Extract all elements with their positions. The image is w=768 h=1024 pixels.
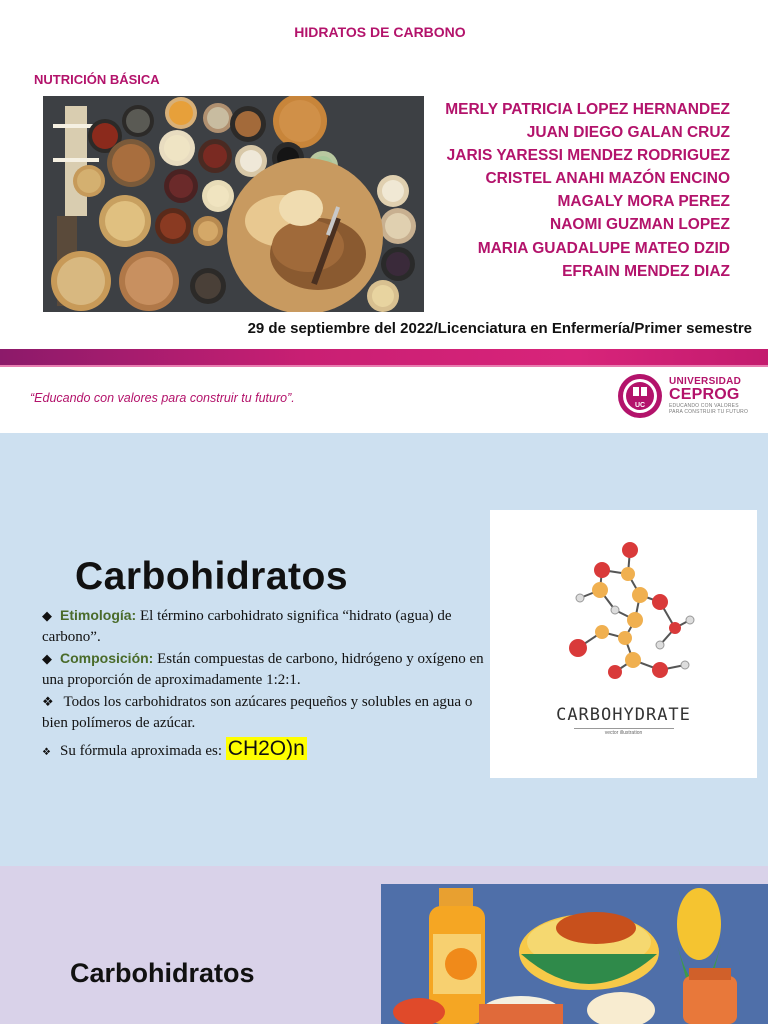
bullet-keyword: Etimología: xyxy=(60,607,137,623)
carbohydrate-illustration xyxy=(490,510,757,778)
author-name: MAGALY MORA PEREZ xyxy=(557,193,730,211)
ornate-diamond-bullet-icon: ❖ xyxy=(42,747,51,758)
bullet-item-formula xyxy=(34,738,489,763)
formula-label: Su fórmula aproximada es: xyxy=(60,743,226,759)
divider-accent xyxy=(0,365,768,367)
date-line: 29 de septiembre del 2022/Licenciatura en Enfermería/Primer semestre xyxy=(247,320,752,337)
bullet-item xyxy=(34,605,489,648)
slide-carbohidratos-foods xyxy=(0,866,768,1024)
motto: “Educando con valores para construir tu futuro”. xyxy=(30,391,295,405)
university-seal-icon xyxy=(617,373,663,419)
caption-divider xyxy=(574,728,674,729)
bullet-text: Todos los carbohidratos son azúcares pequeños y solubles en agua o bien polímeros de azúcar. xyxy=(42,694,473,731)
molecule-icon xyxy=(490,510,757,700)
illustration-caption: CARBOHYDRATE xyxy=(556,705,691,725)
author-name: MARIA GUADALUPE MATEO DZID xyxy=(477,239,730,257)
food-collage-illustration xyxy=(381,884,768,1024)
author-name: JUAN DIEGO GALAN CRUZ xyxy=(526,124,730,142)
author-name: CRISTEL ANAHI MAZÓN ENCINO xyxy=(485,170,730,188)
bullet-item xyxy=(34,648,489,691)
slide-title: HIDRATOS DE CARBONO xyxy=(294,24,466,40)
diamond-bullet-icon: ◆ xyxy=(42,651,52,666)
bullet-item xyxy=(34,691,489,734)
author-name: NAOMI GUZMAN LOPEZ xyxy=(550,216,730,234)
grains-legumes-bread-photo xyxy=(43,96,424,312)
author-list xyxy=(445,98,730,283)
svg-text:UC: UC xyxy=(634,402,646,409)
slide-heading: Carbohidratos xyxy=(70,958,255,988)
logo-tagline: EDUCANDO CON VALORES PARA CONSTRUIR TU FUTURO xyxy=(669,403,749,415)
slide-cover xyxy=(0,0,768,433)
ornate-diamond-bullet-icon: ❖ xyxy=(42,694,54,709)
illustration-subcaption: vector illustration xyxy=(604,730,643,736)
author-name: JARIS YARESSI MENDEZ RODRIGUEZ xyxy=(446,147,730,165)
bullet-text: El término carbohidrato significa “hidrato (agua) de carbono”. xyxy=(42,608,452,645)
slide-subtitle: NUTRICIÓN BÁSICA xyxy=(34,72,160,87)
bullet-keyword: Composición: xyxy=(60,650,154,666)
magenta-divider xyxy=(0,349,768,365)
author-name: EFRAIN MENDEZ DIAZ xyxy=(562,262,730,280)
bullet-text: Están compuestas de carbono, hidrógeno y oxígeno en una proporción de aproximadamente 1:2:1. xyxy=(42,651,484,688)
logo-name: CEPROG xyxy=(669,386,740,403)
author-name: MERLY PATRICIA LOPEZ HERNANDEZ xyxy=(445,101,730,118)
formula-highlight: CH2O)n xyxy=(227,737,305,760)
bullet-list xyxy=(34,605,489,763)
diamond-bullet-icon: ◆ xyxy=(42,608,52,623)
slide-heading: Carbohidratos xyxy=(75,555,349,598)
university-logo xyxy=(669,376,749,415)
logo-line: UNIVERSIDAD xyxy=(669,376,742,387)
slide-carbohidratos-definition xyxy=(0,433,768,866)
